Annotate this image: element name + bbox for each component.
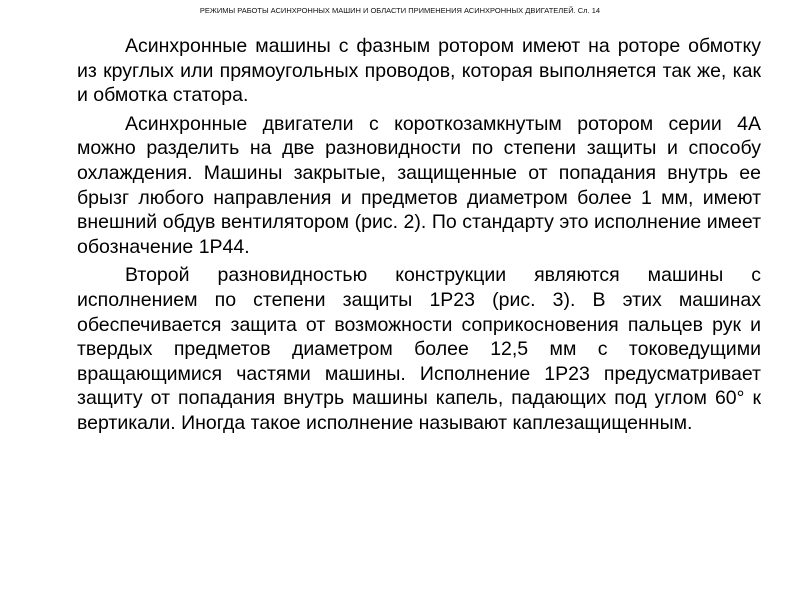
paragraph-1: Асинхронные машины с фазным ротором имеют на роторе обмотку из круглых или прямоугольных проводов, которая выполняется так же, как и обмотка статора. xyxy=(77,35,761,107)
slide-body xyxy=(77,34,761,440)
paragraph-2: Асинхронные двигатели с короткозамкнутым ротором серии 4А можно разделить на две разновидности по степени защиты и способу охлаждения. Машины закрытые, защищенные от попадания внутрь ее брызг любого направления и предметов диаметром более 1 мм, имеют внешний обдув вентилятором (рис. 2). По стандарту это исполнение имеет обозначение 1P44. xyxy=(77,112,761,258)
paragraph-3: Второй разновидностью конструкции являются машины с исполнением по степени защиты 1P23 (рис. 3). В этих машинах обеспечивается защита от возможности соприкосновения пальцев рук и твердых предметов диаметром более 12,5 мм с токоведущими вращающимися частями машины. Исполнение 1P23 предусматривает защиту от попадания внутрь машины капель, падающих под углом 60° к вертикали. Иногда такое исполнение называют каплезащищенным. xyxy=(77,264,761,434)
slide-header: РЕЖИМЫ РАБОТЫ АСИНХРОННЫХ МАШИН И ОБЛАСТИ ПРИМЕНЕНИЯ АСИНХРОННЫХ ДВИГАТЕЛЕЙ. Сл. 14 xyxy=(199,6,601,15)
